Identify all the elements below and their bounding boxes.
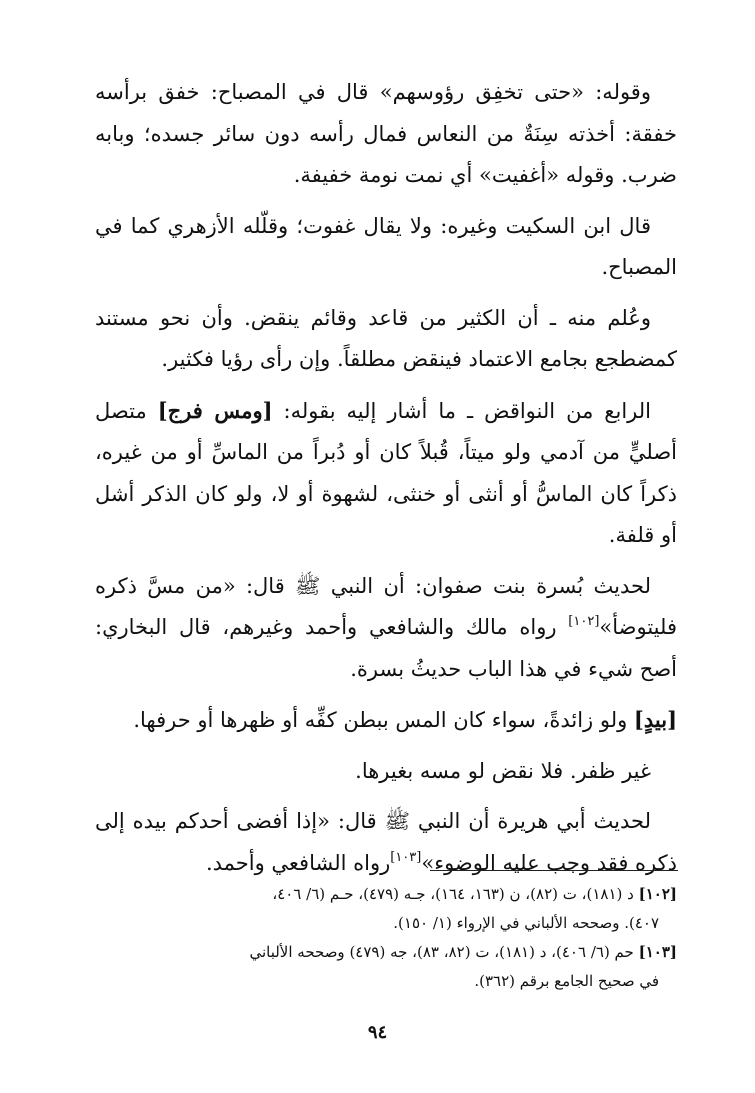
main-text [95,72,677,893]
paragraph-text: غير ظفر. فلا نقض لو مسه بغيرها. [355,758,651,783]
footnote-text: ٤٠٧). وصححه الألباني في الإرواء (١/ ١٥٠). [393,914,659,932]
paragraph [95,699,677,742]
footnote-separator [430,870,678,871]
paragraph [95,801,677,884]
footnotes [95,880,677,996]
paragraph [95,566,677,691]
paragraph [95,298,677,381]
footnote-text: حم (٦/ ٤٠٦)، د (١٨١)، ت (٨٢، ٨٣)، جه (٤٧٩) وصححه الألباني [249,943,634,961]
footnote [95,938,677,996]
footnote-label: [١٠٢] [638,885,677,903]
paragraph [95,751,677,793]
footnote-text: في صحيح الجامع برقم (٣٦٢). [474,972,659,990]
paragraph-text: رواه مالك والشافعي وأحمد وغيرهم، قال البخاري: أصح شيء في هذا الباب حديثُ بسرة. [95,615,677,681]
paragraph [95,72,677,197]
paragraph-text: وعُلم منه ـ أن الكثير من قاعد وقائم ينقض. وأن نحو مستند كمضطجع بجامع الاعتماد فينقض مطلقاً. وإن رأى رؤيا فكثير. [95,305,677,371]
paragraph-text: لحديث بُسرة بنت صفوان: أن النبي ﷺ قال: «من مسَّ ذكره فليتوضأ» [95,573,677,639]
paragraph-text: الرابع من النواقض ـ ما أشار إليه بقوله: [272,398,651,423]
paragraph-text: لحديث أبي هريرة أن النبي ﷺ قال: «إذا أفضى أحدكم بيده إلى ذكره فقد وجب عليه الوضوء» [95,809,677,875]
footnote-text: د (١٨١)، ت (٨٢)، ن (١٦٣، ١٦٤)، جـه (٤٧٩)، حـم (٦/ ٤٠٦، [272,885,634,903]
footnote-label: [١٠٣] [638,943,677,961]
paragraph [95,390,677,557]
bracketed-term: [بيدٍ] [633,707,677,732]
paragraph-text: ولو زائدةً، سواء كان المس ببطن كفِّه أو ظهرها أو حرفها. [133,708,634,732]
page-number: ٩٤ [367,1022,388,1043]
paragraph-text: قال ابن السكيت وغيره: ولا يقال غفوت؛ وقلّله الأزهري كما في المصباح. [95,213,677,279]
footnote-line [95,880,677,909]
footnote [95,880,677,938]
paragraph-text: رواه الشافعي وأحمد. [205,850,391,875]
paragraph [95,206,677,289]
paragraph-text: وقوله: «حتى تخفِق رؤوسهم» قال في المصباح: خفق برأسه خفقة: أخذته سِنَةٌ من النعاس فمال رأسه دون سائر جسده؛ وبابه ضرب. وقوله «أغفيت» أي نمت نومة خفيفة. [95,80,677,187]
bracketed-term: [ومس فرج] [157,397,273,423]
footnote-line [95,938,677,967]
footnote-ref: [١٠٣] [390,849,422,865]
footnote-ref: [١٠٢] [568,614,600,629]
paragraph-text: متصل أصليٍّ من آدمي ولو ميتاً، قُبلاً كان أو دُبراً من الماسِّ أو من غيره، ذكراً كان الماسُّ أو أنثى أو خنثى، لشهوة أو لا، ولو كان الذكر أشل أو قلفة. [95,398,677,547]
